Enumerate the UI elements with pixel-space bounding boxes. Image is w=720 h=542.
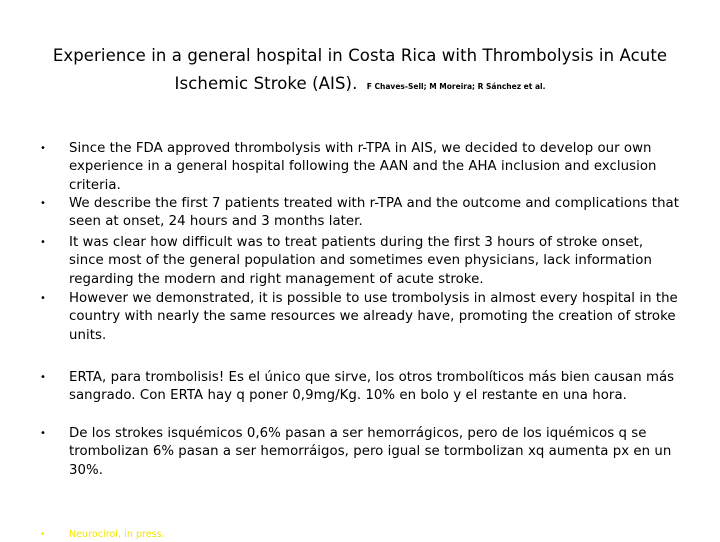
- bullet-marker: •: [40, 143, 46, 154]
- bullet-text: However we demonstrated, it is possible to use trombolysis in almost every hospital in the country with nearly the same resources we already have, promoting the creation of stroke units.: [69, 291, 678, 343]
- footnote-text: Neurocirol, in press.: [69, 529, 165, 540]
- bullet-marker: •: [40, 428, 46, 439]
- bullet-text: Since the FDA approved thrombolysis with r-TPA in AIS, we decided to develop our own experience in a general hospital following the AAN and the AHA inclusion and exclusion criteria.: [69, 141, 657, 193]
- slide-authors: F Chaves-Sell; M Moreira; R Sánchez et al.: [366, 82, 546, 91]
- bullet-marker: •: [40, 237, 46, 248]
- bullet-text: It was clear how difficult was to treat patients during the first 3 hours of stroke onset, since most of the general population and sometimes even physicians, lack information regarding the modern and right management of acute stroke.: [69, 235, 652, 287]
- bullet-text: ERTA, para trombolisis! Es el único que sirve, los otros trombolíticos más bien causan más sangrado. Con ERTA hay q poner 0,9mg/Kg. 10% en bolo y el restante en una hora.: [69, 370, 675, 404]
- bullet-text: We describe the first 7 patients treated with r-TPA and the outcome and complications that seen at onset, 24 hours and 3 months later.: [69, 196, 680, 230]
- bullet-marker: •: [40, 530, 46, 540]
- bullet-marker: •: [40, 372, 46, 383]
- slide-title-block: [40, 42, 680, 101]
- bullet-marker: •: [40, 198, 46, 209]
- bullet-marker: •: [40, 293, 46, 304]
- bullet-text: De los strokes isquémicos 0,6% pasan a ser hemorrágicos, pero de los iquémicos q se trombolizan 6% pasan a ser hemorráigos, pero igual se tormbolizan xq aumenta px en un 30%.: [69, 426, 672, 478]
- slide-title: Experience in a general hospital in Costa Rica with Thrombolysis in Acute Ischemic Stroke (AIS).: [52, 46, 668, 93]
